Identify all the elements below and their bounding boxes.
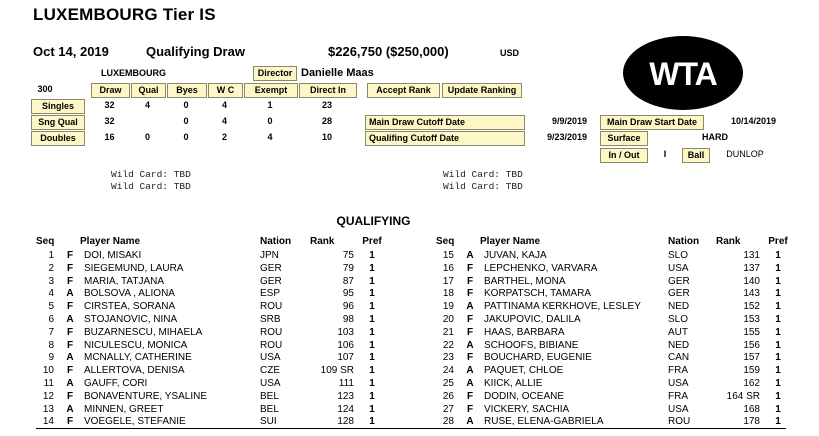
sngqual-byes: 0 [183,116,189,126]
cell-player-name: BARTHEL, MONA [484,275,566,287]
cell-rank: 164 SR [726,390,760,402]
cell-player-name: BONAVENTURE, YSALINE [84,390,207,402]
cell-pref: 1 [775,365,781,377]
cell-rank: 152 [743,301,760,313]
cell-flag: F [66,275,74,287]
cell-flag: F [466,262,474,274]
table-row [436,276,796,289]
cell-player-name: JUVAN, KAJA [484,250,547,261]
cell-pref: 1 [775,275,781,287]
cell-pref: 1 [369,262,375,274]
cell-player-name: VOEGELE, STEFANIE [84,416,186,428]
cell-rank: 143 [743,288,760,300]
cell-rank: 162 [743,377,760,389]
col-rank: Rank [310,235,335,247]
cell-player-name: LEPCHENKO, VARVARA [484,262,598,274]
row-label-singles: Singles [31,99,85,114]
cell-rank: 95 [342,288,354,300]
inout-label: In / Out [600,148,648,163]
cell-pref: 1 [369,352,375,364]
singles-direct-in: 23 [321,100,332,110]
cell-player-name: GAUFF, CORI [84,377,148,389]
cell-flag: A [66,313,74,325]
cell-flag: F [66,326,74,338]
accept-rank-button[interactable]: Accept Rank [367,83,440,98]
cell-rank: 131 [743,250,760,261]
cell-seq: 9 [48,352,54,364]
cell-seq: 17 [442,275,454,287]
cell-nation: SUI [260,416,277,428]
ball-value: DUNLOP [726,149,764,159]
cell-nation: USA [260,377,281,389]
table-row [36,250,390,263]
table-row [436,314,796,327]
table-row [36,288,390,301]
cell-player-name: SIEGEMUND, LAURA [84,262,184,274]
cell-flag: F [466,275,474,287]
cell-seq: 16 [442,262,454,274]
prize-money: $226,750 ($250,000) [328,44,449,59]
grid-header-direct-in: Direct In [299,83,357,98]
main-cutoff-label: Main Draw Cutoff Date [365,115,525,130]
cell-rank: 98 [342,313,354,325]
cell-flag: A [66,288,74,300]
singles-qual: 4 [144,100,150,110]
wildcard-right-1: Wild Card: TBD [443,169,523,180]
cell-nation: SLO [668,250,689,261]
cell-flag: F [466,352,474,364]
grid-code: 300 [37,84,53,94]
cell-nation: SRB [260,313,281,325]
cell-flag: F [66,390,74,402]
cell-pref: 1 [775,262,781,274]
col-nation: Nation [668,235,700,247]
grid-header-byes: Byes [167,83,207,98]
cell-nation: ROU [260,326,283,338]
cell-player-name: MCNALLY, CATHERINE [84,352,192,364]
cell-pref: 1 [369,313,375,325]
cell-player-name: JAKUPOVIC, DALILA [484,313,581,325]
cell-flag: A [466,301,474,313]
cell-flag: A [466,377,474,389]
cell-seq: 13 [42,403,54,415]
cell-flag: A [66,377,74,389]
main-cutoff-date: 9/9/2019 [551,116,587,126]
cell-player-name: DODIN, OCEANE [484,390,565,402]
cell-seq: 1 [48,250,54,261]
cell-flag: A [66,403,74,415]
table-row [436,288,796,301]
cell-rank: 111 [338,377,354,389]
sngqual-wc: 4 [221,116,227,126]
logo-text: WTA [649,56,717,92]
cell-rank: 103 [337,326,354,338]
cell-seq: 23 [442,352,454,364]
singles-draw: 32 [104,100,115,110]
cell-pref: 1 [369,326,375,338]
cell-pref: 1 [775,377,781,389]
table-row [36,365,390,378]
sngqual-direct-in: 28 [321,116,332,126]
table-row [36,352,390,365]
cell-player-name: ALLERTOVA, DENISA [84,365,185,377]
qualifying-table-left [36,234,390,429]
cell-nation: BEL [260,390,279,402]
cell-nation: GER [260,275,282,287]
cell-rank: 96 [342,301,354,313]
cell-rank: 79 [342,262,354,274]
cell-rank: 156 [743,339,760,351]
cell-rank: 157 [743,352,760,364]
tournament-title: LUXEMBOURG Tier IS [33,5,216,24]
cell-nation: USA [260,352,281,364]
cell-nation: FRA [668,365,688,377]
doubles-wc: 2 [221,132,227,142]
cell-seq: 28 [442,416,454,428]
table-row [36,327,390,340]
cell-player-name: BOUCHARD, EUGENIE [484,352,592,364]
main-start-date: 10/14/2019 [730,116,776,126]
singles-exempt: 1 [267,100,273,110]
cell-seq: 3 [48,275,54,287]
doubles-direct-in: 10 [321,132,332,142]
cell-flag: F [466,288,474,300]
cell-nation: NED [668,339,690,351]
cell-player-name: BUZARNESCU, MIHAELA [84,326,203,338]
cell-nation: GER [260,262,282,274]
cell-seq: 10 [42,365,54,377]
cell-rank: 106 [337,339,354,351]
cell-player-name: STOJANOVIC, NINA [84,313,178,325]
qualifying-table-right [436,234,796,429]
cell-player-name: CIRSTEA, SORANA [84,301,176,313]
bottom-rule [36,428,786,429]
cell-pref: 1 [369,288,375,300]
cell-seq: 20 [442,313,454,325]
update-ranking-button[interactable]: Update Ranking [442,83,522,98]
cell-seq: 11 [43,377,54,389]
table-row [36,276,390,289]
cell-pref: 1 [369,365,375,377]
cell-rank: 123 [337,390,354,402]
cell-seq: 5 [48,301,54,313]
cell-flag: A [466,339,474,351]
doubles-draw: 16 [104,132,115,142]
cell-rank: 178 [743,416,760,428]
table-row [436,263,796,276]
cell-rank: 137 [743,262,760,274]
tournament-date: Oct 14, 2019 [33,44,109,59]
cell-rank: 128 [337,416,354,428]
grid-header-exempt: Exempt [244,83,298,98]
cell-nation: FRA [668,390,688,402]
director-name: Danielle Maas [301,67,374,79]
doubles-exempt: 4 [267,132,273,142]
cell-rank: 75 [342,250,354,261]
cell-player-name: DOI, MISAKI [84,250,142,261]
main-start-label: Main Draw Start Date [600,115,704,130]
cell-flag: F [466,390,474,402]
cell-player-name: BOLSOVA , ALIONA [84,288,175,300]
cell-rank: 107 [337,352,354,364]
table-row [436,327,796,340]
cell-nation: ROU [260,301,283,313]
cell-pref: 1 [775,313,781,325]
cell-player-name: MARIA, TATJANA [84,275,165,287]
table-row [36,378,390,391]
cell-flag: A [466,416,474,428]
cell-flag: F [66,250,74,261]
cell-flag: F [466,403,474,415]
sngqual-exempt: 0 [267,116,273,126]
cell-flag: F [66,365,74,377]
cell-flag: F [466,326,474,338]
cell-seq: 6 [48,313,54,325]
table-row [36,314,390,327]
cell-seq: 19 [442,301,454,313]
cell-pref: 1 [775,288,781,300]
cell-seq: 24 [442,365,454,377]
cell-flag: A [466,365,474,377]
col-pref: Pref [768,235,788,247]
surface-value: HARD [702,132,728,142]
location: LUXEMBOURG [101,68,166,78]
singles-byes: 0 [183,100,189,110]
cell-pref: 1 [369,250,375,261]
table-row [436,404,796,417]
cell-flag: A [66,352,74,364]
currency: USD [500,48,520,58]
table-row [36,263,390,276]
table-row [36,391,390,404]
cell-nation: USA [668,262,689,274]
cell-player-name: PAQUET, CHLOE [484,365,564,377]
cell-rank: 159 [743,365,760,377]
col-seq: Seq [36,235,55,247]
wildcard-right-2: Wild Card: TBD [443,181,523,192]
cell-seq: 12 [42,390,54,402]
cell-player-name: PATTINAMA KERKHOVE, LESLEY [484,301,641,313]
cell-nation: SLO [668,313,689,325]
table-row [436,378,796,391]
director-label: Director [253,66,297,81]
col-flag [460,234,480,250]
cell-nation: USA [668,377,689,389]
cell-seq: 8 [48,339,54,351]
cell-rank: 168 [743,403,760,415]
cell-nation: JPN [260,250,279,261]
table-row [436,352,796,365]
cell-nation: GER [668,288,690,300]
wildcard-left-1: Wild Card: TBD [111,169,191,180]
cell-flag: A [466,250,474,261]
cell-player-name: HAAS, BARBARA [484,326,565,338]
qual-cutoff-date: 9/23/2019 [546,132,587,142]
cell-seq: 4 [48,288,54,300]
cell-nation: GER [668,275,690,287]
table-row [36,301,390,314]
cell-pref: 1 [775,339,781,351]
col-rank: Rank [716,235,741,247]
cell-nation: ROU [668,416,691,428]
qual-cutoff-label: Qualifing Cutoff Date [365,131,525,146]
cell-player-name: MINNEN, GREET [84,403,164,415]
cell-pref: 1 [775,416,781,428]
cell-rank: 140 [743,275,760,287]
table-row [436,250,796,263]
cell-flag: F [466,313,474,325]
cell-pref: 1 [369,403,375,415]
cell-seq: 14 [42,416,54,428]
table-row [36,340,390,353]
cell-rank: 155 [743,326,760,338]
cell-seq: 18 [442,288,454,300]
table-row [436,365,796,378]
cell-rank: 87 [342,275,354,287]
cell-player-name: KORPATSCH, TAMARA [484,288,592,300]
col-nation: Nation [260,235,292,247]
cell-flag: F [66,301,74,313]
qualifying-title: QUALIFYING [336,214,411,228]
cell-nation: AUT [668,326,688,338]
cell-pref: 1 [369,416,375,428]
cell-pref: 1 [775,390,781,402]
col-pref: Pref [362,235,382,247]
grid-header-wc: W C [208,83,243,98]
cell-pref: 1 [369,339,375,351]
cell-player-name: SCHOOFS, BIBIANE [484,339,579,351]
cell-rank: 124 [337,403,354,415]
cell-flag: F [66,262,74,274]
draw-type: Qualifying Draw [146,44,245,59]
doubles-qual: 0 [144,132,150,142]
table-row [436,391,796,404]
cell-seq: 15 [442,250,454,261]
cell-pref: 1 [775,403,781,415]
cell-seq: 7 [48,326,54,338]
cell-seq: 26 [442,390,454,402]
ball-label: Ball [682,148,710,163]
cell-player-name: NICULESCU, MONICA [84,339,188,351]
cell-nation: ESP [260,288,281,300]
cell-nation: CZE [260,365,280,377]
cell-seq: 27 [442,403,454,415]
cell-seq: 2 [48,262,54,274]
cell-pref: 1 [775,250,781,261]
sngqual-draw: 32 [104,116,115,126]
cell-nation: BEL [260,403,279,415]
wta-logo [623,36,743,110]
surface-label: Surface [600,131,648,146]
sngqual-qual [131,115,164,128]
cell-pref: 1 [369,390,375,402]
singles-wc: 4 [221,100,227,110]
inout-value: I [663,149,667,159]
cell-player-name: RUSE, ELENA-GABRIELA [484,416,604,428]
cell-flag: F [66,416,74,428]
row-label-sng-qual: Sng Qual [31,115,85,130]
table-row [436,301,796,314]
cell-rank: 109 SR [320,365,354,377]
cell-pref: 1 [775,301,781,313]
col-seq: Seq [436,235,455,247]
cell-pref: 1 [369,301,375,313]
wildcard-left-2: Wild Card: TBD [111,181,191,192]
cell-seq: 21 [442,326,454,338]
col-flag [60,234,80,250]
table-row [36,404,390,417]
cell-player-name: KIICK, ALLIE [484,377,543,389]
cell-seq: 22 [442,339,454,351]
cell-player-name: VICKERY, SACHIA [484,403,570,415]
cell-flag: F [66,339,74,351]
cell-pref: 1 [369,377,375,389]
grid-header-draw: Draw [91,83,130,98]
col-player-name: Player Name [480,235,541,247]
cell-rank: 153 [743,313,760,325]
table-row [436,340,796,353]
cell-pref: 1 [369,275,375,287]
grid-header-qual: Qual [131,83,166,98]
cell-nation: CAN [668,352,690,364]
cell-pref: 1 [775,326,781,338]
row-label-doubles: Doubles [31,131,85,146]
cell-nation: USA [668,403,689,415]
cell-nation: ROU [260,339,283,351]
cell-nation: NED [668,301,690,313]
doubles-byes: 0 [183,132,189,142]
cell-pref: 1 [775,352,781,364]
col-player-name: Player Name [80,235,141,247]
cell-seq: 25 [442,377,454,389]
